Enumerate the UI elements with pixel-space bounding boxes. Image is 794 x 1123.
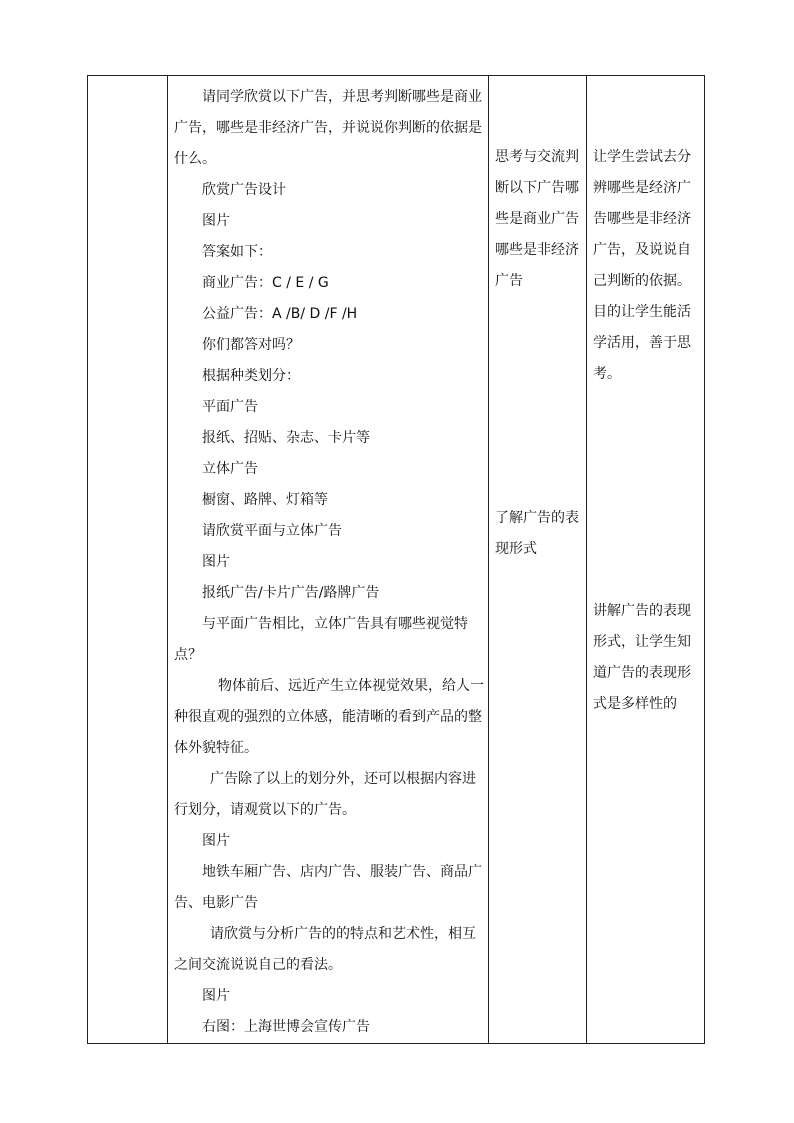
content-line: 请欣赏平面与立体广告 <box>202 523 342 539</box>
content-line: 平面广告 <box>202 399 258 415</box>
content-line: 物体前后、远近产生立体视觉效果，给人一 <box>218 678 484 694</box>
content-line: 报纸、招贴、杂志、卡片等 <box>202 430 370 446</box>
student-activity-group-2 <box>489 503 586 565</box>
content-line: 与平面广告相比，立体广告具有哪些视觉特 <box>202 616 468 632</box>
design-intent-group-2 <box>587 596 704 720</box>
design-intent-line: 广告，及说说自 <box>593 242 691 258</box>
content-line: 图片 <box>202 988 230 1004</box>
design-intent-line: 形式，让学生知 <box>593 634 691 650</box>
table-row <box>88 76 705 1044</box>
student-activity <box>489 142 586 565</box>
design-intent-line: 让学生尝试去分 <box>593 149 691 165</box>
student-activity-cell <box>489 76 587 1044</box>
design-intent <box>587 142 704 720</box>
design-intent-line: 己判断的依据。 <box>593 273 691 289</box>
design-intent-group-1 <box>587 142 704 390</box>
content-line: 行划分，请观赏以下的广告。 <box>174 802 356 818</box>
content-line: 点？ <box>174 647 202 663</box>
content-line: 告、电影广告 <box>174 895 258 911</box>
design-intent-line: 讲解广告的表现 <box>593 603 691 619</box>
design-intent-line: 辨哪些是经济广 <box>593 180 691 196</box>
teaching-content <box>168 76 488 1043</box>
design-intent-line: 道广告的表现形 <box>593 665 691 681</box>
content-line: 商业广告：C / E / G <box>202 275 329 291</box>
blank-first-column <box>88 76 168 1044</box>
content-line: 之间交流说说自己的看法。 <box>174 957 342 973</box>
lesson-plan-table <box>87 75 705 1044</box>
content-line: 广告除了以上的划分外，还可以根据内容进 <box>210 771 476 787</box>
content-line: 报纸广告/卡片广告/路牌广告 <box>202 585 380 601</box>
student-activity-line: 些是商业广告 <box>495 211 579 227</box>
content-line: 图片 <box>202 213 230 229</box>
content-line: 根据种类划分： <box>202 368 300 384</box>
content-line: 图片 <box>202 833 230 849</box>
student-activity-line: 广告 <box>495 273 523 289</box>
design-intent-line: 式是多样性的 <box>593 696 677 712</box>
content-line: 你们都答对吗？ <box>202 337 300 353</box>
content-line: 广告，哪些是非经济广告，并说说你判断的依据是 <box>174 120 482 136</box>
student-activity-line: 了解广告的表 <box>495 510 579 526</box>
content-line: 请欣赏与分析广告的的特点和艺术性，相互 <box>210 926 476 942</box>
design-intent-line: 目的让学生能活 <box>593 304 691 320</box>
design-intent-line: 考。 <box>593 366 621 382</box>
content-line: 地铁车厢广告、店内广告、服装广告、商品广 <box>202 864 482 880</box>
design-intent-line: 学活用，善于思 <box>593 335 691 351</box>
content-line: 请同学欣赏以下广告，并思考判断哪些是商业 <box>202 89 482 105</box>
student-activity-line: 思考与交流判 <box>495 149 579 165</box>
design-intent-line: 告哪些是非经济 <box>593 211 691 227</box>
content-line: 欣赏广告设计 <box>202 182 286 198</box>
student-activity-group-1 <box>489 142 586 297</box>
content-line: 种很直观的强烈的立体感，能清晰的看到产品的整 <box>174 709 482 725</box>
content-line: 橱窗、路牌、灯箱等 <box>202 492 328 508</box>
student-activity-line: 哪些是非经济 <box>495 242 579 258</box>
content-line: 立体广告 <box>202 461 258 477</box>
content-line: 答案如下： <box>202 244 272 260</box>
design-intent-cell <box>587 76 705 1044</box>
content-line: 右图：上海世博会宣传广告 <box>202 1019 370 1035</box>
student-activity-line: 断以下广告哪 <box>495 180 579 196</box>
content-line: 什么。 <box>174 151 216 167</box>
student-activity-line: 现形式 <box>495 541 537 557</box>
content-line: 公益广告：A /B/ D /F /H <box>202 306 358 322</box>
teaching-content-cell <box>168 76 489 1044</box>
content-line: 体外貌特征。 <box>174 740 258 756</box>
content-line: 图片 <box>202 554 230 570</box>
